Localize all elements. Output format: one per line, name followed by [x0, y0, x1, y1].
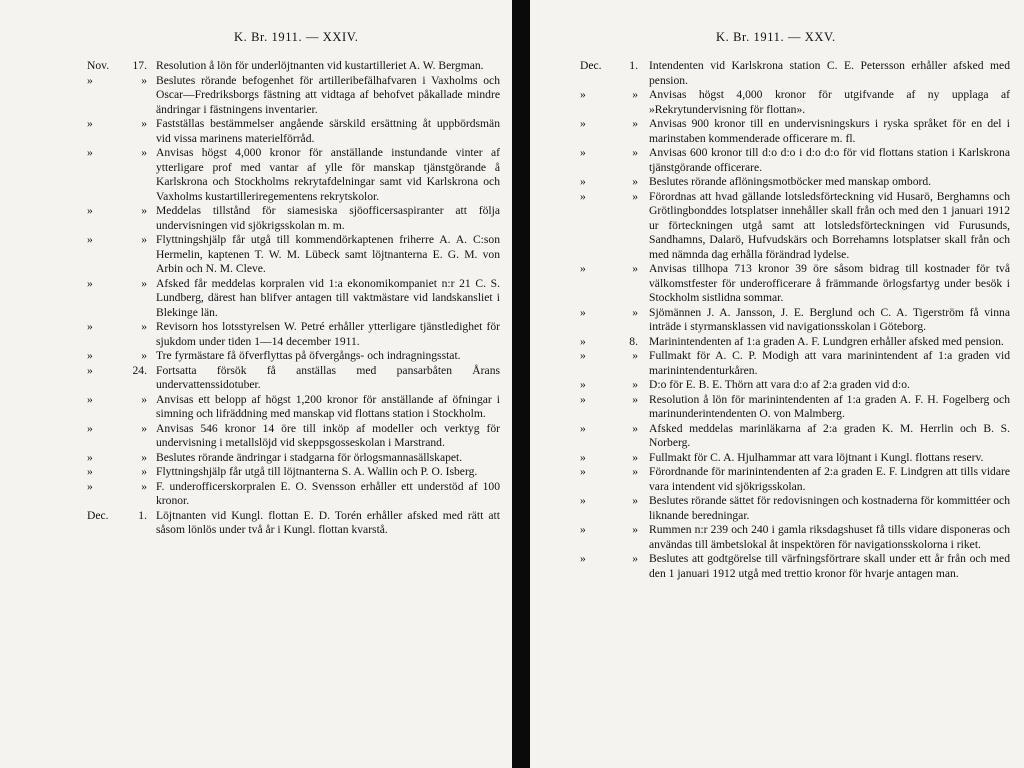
entry-text: Flyttningshjälp får utgå till kommendörkaptenen friherre A. A. C:son Hermelin, kaptenen T. W. M. Lübeck samt löjtnanterna E. G. M. von Arbin och N. M. Cleve. [156, 233, 500, 275]
entry-month: » [580, 117, 586, 130]
entry-text: Revisorn hos lotsstyrelsen W. Petré erhåller ytterligare tjänstledighet för sjukdom under tiden 1—14 december 1911. [156, 320, 500, 348]
entry-month: » [87, 421, 93, 435]
list-item [0, 465, 500, 480]
entry-month: » [87, 73, 93, 87]
entry-day: 1. [138, 508, 147, 522]
entry-text: Intendenten vid Karlskrona station C. E. Petersson erhåller afsked med pension. [649, 59, 1010, 87]
entry-day: » [632, 450, 638, 464]
entry-text: Anvisas 900 kronor till en undervisningskurs i ryska språket för en del i marinstaben kommenderade officerare m. fl. [649, 117, 1010, 145]
entry-month: Dec. [87, 508, 109, 522]
entry-text: Beslutes rörande sättet för redovisningen och kostnaderna för kommittéer och liknande beredningar. [649, 494, 1010, 522]
list-item [530, 117, 1024, 146]
entry-day: » [632, 465, 638, 478]
entry-month: » [580, 421, 586, 435]
entry-day: » [141, 450, 147, 464]
entry-day: 24. [132, 363, 147, 377]
list-item [530, 552, 1024, 581]
page-header: K. Br. 1911. — XXIV. [234, 30, 359, 44]
entry-month: » [580, 552, 586, 565]
entry-month: » [580, 378, 586, 391]
entry-text: Förordnas att hvad gällande lotsledsförteckning vid Husarö, Berghamns och Grötlingbonddes lotsplatser innehåller skall från och med den 1 januari 1912 ur förteckningen utgå samt att lotsledsförteckningen vid Furusunds, Sandhamns, Dalarö, Hufvudskärs och Borrehamns lotsplatser skall från och med nämnda dag erhålla förändrad lydelse. [649, 189, 1010, 261]
entry-day: » [141, 117, 147, 130]
entry-day: » [632, 146, 638, 159]
entry-text: Afsked får meddelas korpralen vid 1:a ekonomikompaniet n:r 21 C. S. Lundberg, därest han blifver antagen till vaktmästare vid landskansliet i Blekinge län. [156, 276, 500, 319]
book-gutter [512, 0, 530, 768]
entry-day: » [632, 523, 638, 536]
entry-day: » [141, 349, 147, 362]
entry-day: » [632, 392, 638, 406]
entry-month: » [87, 204, 93, 217]
entry-month: » [580, 349, 586, 362]
entry-text: D:o för E. B. E. Thörn att vara d:o af 2:a graden vid d:o. [649, 378, 910, 391]
entry-day: 17. [132, 59, 147, 72]
entry-month: » [580, 262, 586, 275]
entry-month: » [87, 392, 93, 406]
list-item [530, 451, 1024, 466]
list-item [530, 175, 1024, 190]
list-item [530, 465, 1024, 494]
entry-day: » [632, 88, 638, 101]
entry-day: » [141, 146, 147, 159]
entry-text: F. underofficerskorpralen E. O. Svensson erhåller ett understöd af 100 kronor. [156, 479, 500, 507]
entry-day: » [632, 349, 638, 362]
entry-list [530, 59, 1024, 581]
entry-text: Löjtnanten vid Kungl. flottan E. D. Torén erhåller afsked med rätt att såsom lönlös under två år i Kungl. flottan kvarstå. [156, 508, 500, 536]
entry-month: » [580, 392, 586, 406]
entry-day: » [632, 189, 638, 203]
list-item [530, 190, 1024, 263]
list-item [0, 204, 500, 233]
entry-day: » [632, 552, 638, 565]
entry-day: » [141, 421, 147, 435]
entry-text: Anvisas högst 4,000 kronor för utgifvande af ny upplaga af »Rekrytundervisning för flottan». [649, 88, 1010, 116]
entry-text: Anvisas högst 4,000 kronor för anställande instundande vinter af ytterligare prof med vantar af ylle för manskap tjänstgörande å Karlskrona och Stockholms rekrytafdelningar samt vid Karlskrona och Vaxholms kustartilleriregementens rekrytskolor. [156, 146, 500, 203]
entry-day: » [632, 378, 638, 391]
entry-text: Förordnande för marinintendenten af 2:a graden E. F. Lindgren att tills vidare vara intendent vid sjökrigsskolan. [649, 465, 1010, 493]
entry-text: Fullmakt för A. C. P. Modigh att vara marinintendent af 1:a graden vid marinintendenturkåren. [649, 349, 1010, 377]
entry-text: Marinintendenten af 1:a graden A. F. Lundgren erhåller afsked med pension. [649, 334, 1004, 348]
entry-text: Beslutes rörande befogenhet för artilleribefälhafvaren i Vaxholms och Oscar—Fredriksborgs fästning att vidtaga af behofvet påkallade mindre ändringar i fästningens inventarier. [156, 73, 500, 116]
entry-month: » [580, 334, 586, 348]
entry-day: » [632, 117, 638, 130]
list-item [0, 480, 500, 509]
list-item [530, 306, 1024, 335]
entry-day: » [632, 262, 638, 275]
entry-month: » [580, 450, 586, 464]
entry-day: » [141, 465, 147, 478]
entry-day: 8. [629, 334, 638, 348]
list-item [0, 509, 500, 538]
entry-text: Beslutes rörande ändringar i stadgarna för örlogsmannasällskapet. [156, 450, 463, 464]
list-item [0, 422, 500, 451]
entry-month: » [87, 276, 93, 290]
list-item [530, 422, 1024, 451]
list-item [0, 320, 500, 349]
entry-day: » [632, 175, 638, 188]
entry-month: » [87, 320, 93, 333]
entry-month: » [580, 146, 586, 159]
entry-text: Tre fyrmästare få öfverflyttas på öfvergångs- och indragningsstat. [156, 349, 461, 362]
list-item [530, 378, 1024, 393]
list-item [530, 494, 1024, 523]
entry-month: » [580, 88, 586, 101]
list-item [530, 335, 1024, 350]
entry-text: Afsked meddelas marinläkarna af 2:a graden K. M. Herrlin och B. S. Norberg. [649, 421, 1010, 449]
list-item [0, 233, 500, 277]
entry-text: Beslutes att godtgörelse till värfningsförtrare skall under ett år från och med den 1 januari 1912 utgå med trettio kronor för hvarje antagen man. [649, 552, 1010, 580]
entry-text: Fortsatta försök få anställas med pansarbåten Årans undervattenssidotuber. [156, 363, 500, 391]
entry-month: » [87, 479, 93, 493]
entry-month: » [580, 523, 586, 536]
list-item [0, 393, 500, 422]
list-item [0, 74, 500, 118]
entry-month: » [87, 363, 93, 377]
entry-month: » [580, 465, 586, 478]
entry-text: Beslutes rörande aflöningsmotböcker med manskap ombord. [649, 175, 932, 188]
list-item [530, 393, 1024, 422]
entry-day: » [632, 305, 638, 319]
entry-day: » [141, 233, 147, 246]
entry-month: » [87, 117, 93, 130]
entry-month: » [580, 189, 586, 203]
entry-month: » [87, 233, 93, 246]
entry-day: » [141, 392, 147, 406]
entry-day: » [141, 479, 147, 493]
entry-text: Rummen n:r 239 och 240 i gamla riksdagshuset få tills vidare disponeras och användas till ämbetslokal åt inspektören för navigationsskolorna i riket. [649, 523, 1010, 551]
page-header: K. Br. 1911. — XXV. [716, 30, 836, 44]
entry-day: » [632, 494, 638, 507]
entry-text: Fastställas bestämmelser angående särskild ersättning åt uppbördsmän vid vissa marinens materielförråd. [156, 117, 500, 145]
entry-day: » [141, 73, 147, 87]
entry-day: » [141, 204, 147, 217]
list-item [530, 349, 1024, 378]
entry-month: » [87, 465, 93, 478]
entry-month: » [87, 450, 93, 464]
entry-text: Meddelas tillstånd för siamesiska sjöofficersaspiranter att följa undervisningen vid sjökrigsskolan m. m. [156, 204, 500, 232]
entry-text: Anvisas tillhopa 713 kronor 39 öre såsom bidrag till kostnader för två välkomstfester för underofficerare å främmande örlogsfartyg under besök i Stockholm sistlidna sommar. [649, 262, 1010, 304]
list-item [0, 277, 500, 321]
list-item [530, 523, 1024, 552]
list-item [0, 451, 500, 466]
list-item [530, 262, 1024, 306]
entry-month: » [87, 349, 93, 362]
list-item [530, 146, 1024, 175]
entry-day: 1. [629, 59, 638, 72]
list-item [0, 146, 500, 204]
entry-text: Resolution å lön för underlöjtnanten vid kustartilleriet A. W. Bergman. [156, 59, 484, 72]
entry-text: Anvisas 600 kronor till d:o d:o i d:o d:o för vid flottans station i Karlskrona tjänstgörande officerare. [649, 146, 1010, 174]
list-item [530, 59, 1024, 88]
entry-day: » [141, 276, 147, 290]
right-page [530, 0, 1024, 768]
list-item [0, 364, 500, 393]
entry-text: Flyttningshjälp får utgå till löjtnanterna S. A. Wallin och P. O. Isberg. [156, 465, 478, 478]
entry-month: » [580, 305, 586, 319]
list-item [0, 59, 500, 74]
entry-text: Fullmakt för C. A. Hjulhammar att vara löjtnant i Kungl. flottans reserv. [649, 450, 984, 464]
entry-month: » [87, 146, 93, 159]
entry-month: » [580, 494, 586, 507]
entry-text: Resolution å lön för marinintendenten af 1:a graden A. F. H. Fogelberg och marinunderintendenten O. von Malmberg. [649, 392, 1010, 420]
entry-month: » [580, 175, 586, 188]
entry-text: Sjömännen J. A. Jansson, J. E. Berglund och C. A. Tigerström få vinna inträde i styrmansklassen vid navigationsskolan i Göteborg. [649, 305, 1010, 333]
entry-month: Nov. [87, 59, 110, 72]
entry-day: » [632, 421, 638, 435]
list-item [530, 88, 1024, 117]
list-item [0, 117, 500, 146]
entry-list [0, 59, 500, 538]
list-item [0, 349, 500, 364]
entry-text: Anvisas ett belopp af högst 1,200 kronor för anställande af öfningar i simning och lifräddning med manskap vid flottans station i Stockholm. [156, 392, 500, 420]
entry-day: » [141, 320, 147, 333]
entry-text: Anvisas 546 kronor 14 öre till inköp af modeller och verktyg för undervisning i metallslöjd vid skeppsgosseskolan i Marstrand. [156, 421, 500, 449]
entry-month: Dec. [580, 59, 602, 72]
